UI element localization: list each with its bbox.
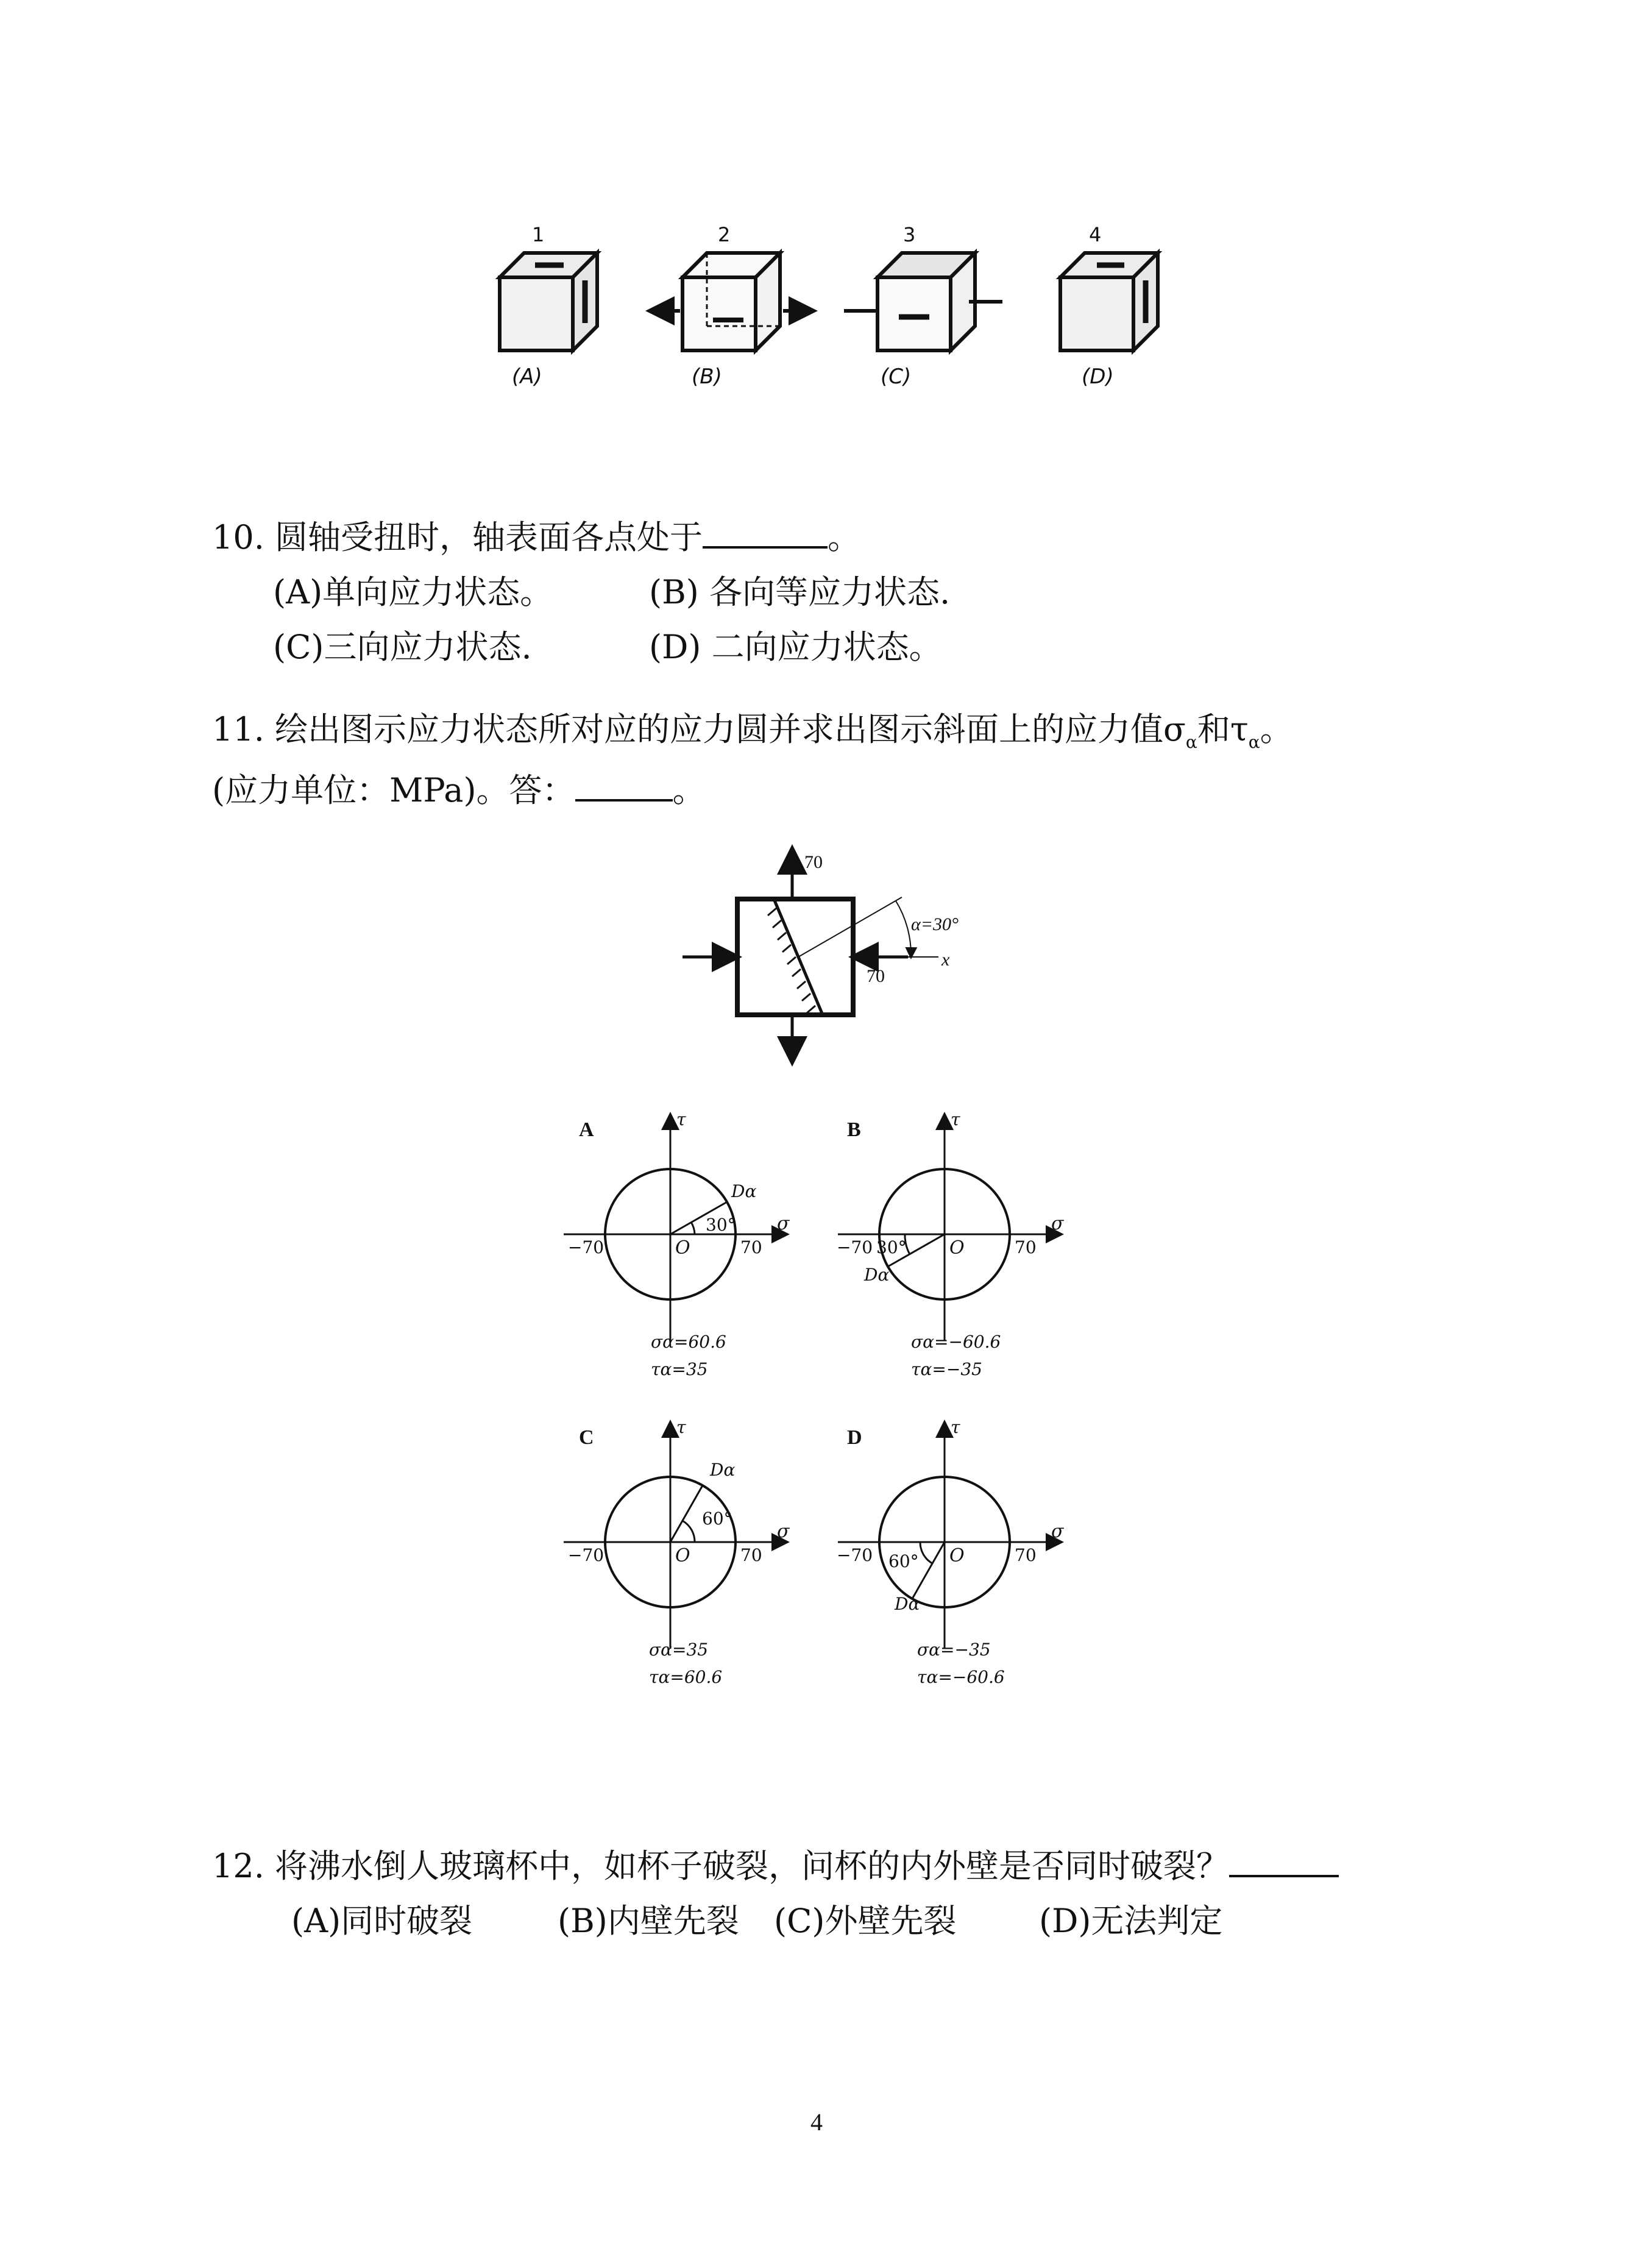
circle-a-label: A — [579, 1118, 594, 1141]
circle-d-sigma: σα=−35 — [917, 1640, 991, 1660]
cube-number-2: 2 — [718, 223, 731, 246]
circle-b-pos70: 70 — [1015, 1237, 1037, 1257]
element-x-axis-label: x — [941, 950, 950, 970]
circle-a-sigma-axis: σ — [777, 1213, 790, 1234]
circle-d-pos70: 70 — [1015, 1545, 1037, 1565]
q10-option-b[interactable]: (B) 各向等应力状态. — [649, 573, 951, 611]
circle-c-point: Dα — [710, 1460, 736, 1480]
circle-c-origin: O — [675, 1545, 690, 1566]
circle-a-pos70: 70 — [740, 1237, 762, 1257]
q12-option-d[interactable]: (D)无法判定 — [1039, 1902, 1223, 1940]
question-10 — [212, 518, 860, 554]
cube-number-1: 1 — [532, 223, 545, 246]
circle-d-sigma-axis: σ — [1051, 1521, 1064, 1542]
cube-label-a: (A) — [512, 364, 542, 389]
circle-a-sigma: σα=60.6 — [651, 1332, 726, 1352]
circle-d-tau-axis: τ — [951, 1417, 960, 1437]
cube-label-b: (B) — [692, 364, 722, 389]
mohr-circle-a — [564, 1115, 786, 1341]
mohr-circle-b — [838, 1115, 1060, 1341]
circle-b-neg70: −70 — [837, 1237, 873, 1257]
q10-option-d[interactable]: (D) 二向应力状态。 — [649, 628, 942, 666]
element-right-value: 70 — [867, 966, 885, 986]
question-11-and: 和τ — [1197, 710, 1249, 748]
page-number: 4 — [810, 2108, 823, 2136]
question-11-end: 。 — [672, 771, 706, 809]
circle-b-label: B — [847, 1118, 861, 1141]
q10-option-c[interactable]: (C)三向应力状态. — [273, 628, 532, 666]
question-11-dot: 。 — [1260, 710, 1293, 748]
stress-element-figure — [670, 841, 999, 1067]
circle-b-angle: 30° — [876, 1237, 907, 1257]
stress-cubes-illustration — [463, 244, 1182, 366]
question-11-text: 11. 绘出图示应力状态所对应的应力圆并求出图示斜面上的应力值σ — [212, 710, 1186, 748]
q12-option-c[interactable]: (C)外壁先裂 — [774, 1902, 957, 1940]
cube-a — [500, 253, 597, 350]
circle-c-tau-axis: τ — [676, 1417, 686, 1437]
question-10-end: 。 — [828, 518, 861, 556]
q12-option-a[interactable]: (A)同时破裂 — [291, 1902, 473, 1940]
circle-d-angle: 60° — [888, 1551, 919, 1571]
circle-d-point: Dα — [895, 1594, 920, 1614]
circle-c-angle: 60° — [702, 1509, 732, 1529]
q12-option-b[interactable]: (B)内壁先裂 — [558, 1902, 739, 1940]
circle-c-sigma-axis: σ — [777, 1521, 790, 1542]
cube-c — [844, 253, 1002, 350]
cube-label-c: (C) — [881, 364, 912, 389]
element-angle-label: α=30° — [911, 914, 959, 934]
answer-blank-10[interactable] — [703, 518, 828, 549]
answer-blank-12[interactable] — [1229, 1847, 1339, 1877]
circle-d-tau: τα=−60.6 — [917, 1667, 1005, 1687]
circle-b-origin: O — [949, 1237, 965, 1259]
element-top-value: 70 — [804, 852, 823, 872]
cube-number-3: 3 — [903, 223, 916, 246]
question-12 — [212, 1847, 1339, 1883]
circle-c-neg70: −70 — [568, 1545, 604, 1565]
question-11-line1 — [212, 710, 1293, 752]
circle-b-tau-axis: τ — [951, 1109, 960, 1129]
circle-a-origin: O — [675, 1237, 690, 1259]
circle-c-label: C — [579, 1426, 594, 1449]
q10-option-a[interactable]: (A)单向应力状态。 — [273, 573, 553, 611]
cube-number-4: 4 — [1089, 223, 1102, 246]
circle-a-neg70: −70 — [568, 1237, 604, 1257]
question-11-line2 — [212, 771, 706, 807]
circle-b-tau: τα=−35 — [911, 1359, 982, 1379]
circle-a-tau: τα=35 — [651, 1359, 708, 1379]
question-12-text: 12. 将沸水倒人玻璃杯中，如杯子破裂，问杯的内外壁是否同时破裂？ — [212, 1847, 1230, 1885]
circle-c-sigma: σα=35 — [649, 1640, 709, 1660]
cube-label-d: (D) — [1082, 364, 1114, 389]
question-10-text: 10. 圆轴受扭时，轴表面各点处于 — [212, 518, 703, 556]
circle-d-neg70: −70 — [837, 1545, 873, 1565]
question-11-text-2: (应力单位：MPa)。答： — [212, 771, 575, 809]
circle-d-origin: O — [949, 1545, 965, 1566]
circle-b-point: Dα — [864, 1265, 890, 1285]
circle-a-point: Dα — [731, 1181, 757, 1201]
answer-blank-11[interactable] — [575, 771, 673, 802]
circle-a-tau-axis: τ — [676, 1109, 686, 1129]
cube-b — [653, 253, 810, 350]
circle-b-sigma-axis: σ — [1051, 1213, 1064, 1234]
circle-c-pos70: 70 — [740, 1545, 762, 1565]
mohr-circles-figure — [548, 1097, 1085, 1707]
subscript-alpha-2: α — [1248, 731, 1260, 752]
mohr-circle-c — [564, 1423, 786, 1649]
circle-a-angle: 30° — [706, 1215, 736, 1235]
mohr-circle-d — [838, 1423, 1060, 1649]
circle-b-sigma: σα=−60.6 — [911, 1332, 1001, 1352]
circle-d-label: D — [847, 1426, 862, 1449]
cube-d — [1060, 253, 1158, 350]
circle-c-tau: τα=60.6 — [649, 1667, 723, 1687]
subscript-alpha-1: α — [1185, 731, 1197, 752]
